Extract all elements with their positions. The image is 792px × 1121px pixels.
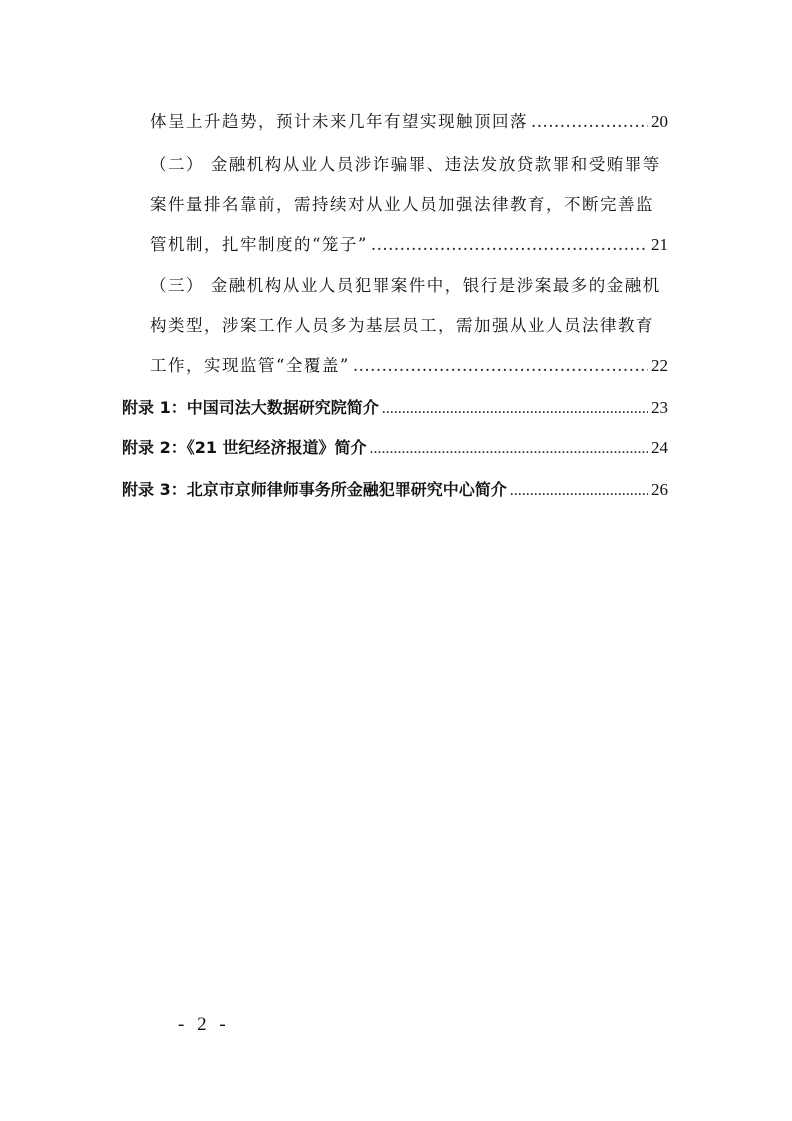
toc-entry-3-line-1[interactable]: （三） 金融机构从业人员犯罪案件中，银行是涉案最多的金融机 [150, 276, 661, 295]
toc-entry-text: 体呈上升趋势，预计未来几年有望实现触顶回落 [150, 112, 528, 131]
page-number-footer: - 2 - [178, 1014, 230, 1035]
toc-appendix-3[interactable] [122, 478, 668, 503]
toc-appendix-label: 附录 2：《21 世纪经济报道》简介 [122, 438, 367, 457]
toc-entry-1-continued[interactable] [150, 110, 668, 134]
toc-page-number: 23 [651, 398, 668, 417]
toc-page-number: 26 [651, 480, 668, 499]
toc-leader-dots [382, 397, 648, 421]
toc-leader-dots [370, 437, 648, 461]
toc-entry-2-line-3[interactable] [150, 233, 668, 257]
toc-leader-dots [510, 479, 648, 503]
toc-appendix-2[interactable] [122, 436, 668, 461]
toc-appendix-label: 附录 3：北京市京师律师事务所金融犯罪研究中心简介 [122, 480, 507, 499]
toc-entry-3-line-3[interactable] [150, 354, 668, 378]
toc-appendix-label: 附录 1：中国司法大数据研究院简介 [122, 398, 379, 417]
toc-leader-dots [371, 233, 648, 257]
toc-entry-text: 工作，实现监管“全覆盖” [150, 356, 350, 375]
toc-entry-2-line-2[interactable]: 案件量排名靠前，需持续对从业人员加强法律教育，不断完善监 [150, 195, 654, 214]
toc-page-number: 20 [651, 112, 668, 131]
toc-entry-2-line-1[interactable]: （二） 金融机构从业人员涉诈骗罪、违法发放贷款罪和受贿罪等 [150, 155, 661, 174]
toc-page-number: 24 [651, 438, 668, 457]
toc-leader-dots [353, 354, 648, 378]
toc-leader-dots [531, 110, 648, 134]
toc-page-number: 22 [651, 356, 668, 375]
toc-page-number: 21 [651, 235, 668, 254]
toc-entry-3-line-2[interactable]: 构类型，涉案工作人员多为基层员工，需加强从业人员法律教育 [150, 316, 654, 335]
toc-entry-text: 管机制，扎牢制度的“笼子” [150, 235, 368, 254]
toc-appendix-1[interactable] [122, 396, 668, 421]
